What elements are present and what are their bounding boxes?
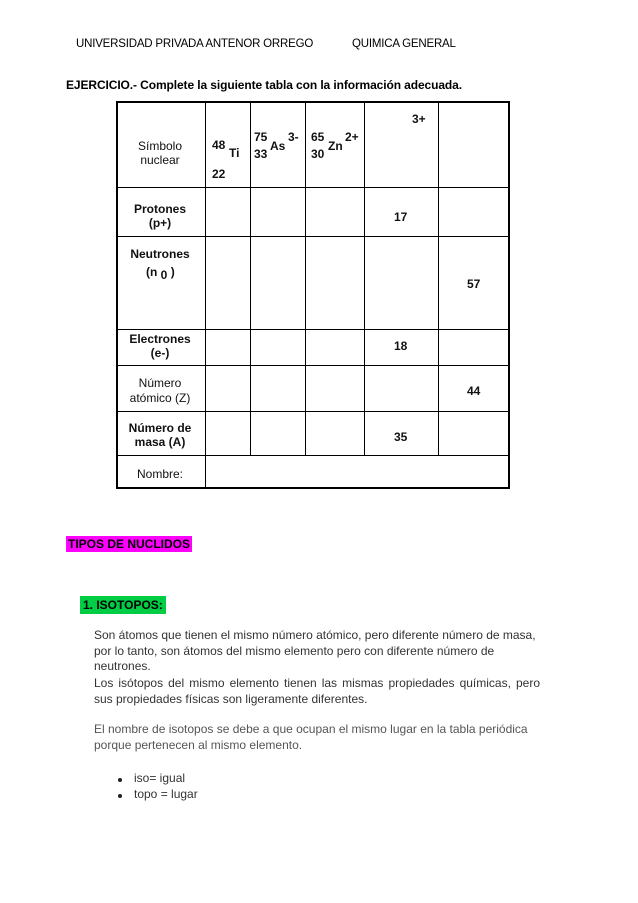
header-course: QUIMICA GENERAL (352, 38, 456, 50)
label-numero-masa-2: masa (A) (134, 435, 186, 449)
neutron-subscript: 0 (160, 268, 168, 282)
neutron-n: (n (146, 265, 158, 279)
col5-neutrones: 57 (467, 277, 481, 291)
row-divider (118, 329, 508, 330)
label-numero-atomico-2: atómico (Z) (129, 391, 191, 405)
section-tipos-nuclidos (66, 535, 192, 553)
isotopos-heading: 1. ISOTOPOS: (80, 596, 166, 614)
label-electrones: Electrones (129, 332, 191, 346)
col-divider (205, 103, 206, 487)
col5-numero-atomico: 44 (467, 384, 481, 398)
row-divider (118, 365, 508, 366)
zn-symbol: Zn (328, 139, 343, 153)
exercise-title: EJERCICIO.- Complete la siguiente tabla con la información adecuada. (66, 78, 462, 92)
ti-symbol: Ti (229, 146, 240, 160)
bullet-topo: topo = lugar (134, 787, 198, 801)
bullet-dot (118, 778, 122, 782)
header-university: UNIVERSIDAD PRIVADA ANTENOR ORREGO (76, 38, 314, 50)
col4-numero-masa: 35 (394, 430, 408, 444)
col-divider (305, 103, 306, 455)
section-isotopos (80, 596, 166, 614)
col-divider (438, 103, 439, 455)
zn-atomic-number: 30 (311, 147, 325, 161)
neutron-paren: ) (170, 265, 175, 279)
col-divider (250, 103, 251, 455)
ti-mass-number: 48 (212, 138, 226, 152)
label-protones: Protones (133, 202, 186, 216)
label-electrones-symbol: (e-) (150, 346, 170, 360)
col4-protones: 17 (394, 210, 408, 224)
label-neutrones-symbol (146, 265, 175, 282)
isotopos-definition: Son átomos que tienen el mismo número atómico, pero diferente número de masa, por lo tanto, son átomos del mismo elemento pero con diferente número de neutrones. (94, 628, 536, 673)
label-numero-atomico-1: Número (138, 376, 182, 390)
isotopos-properties: Los isótopos del mismo elemento tienen las mismas propiedades químicas, pero sus propiedades físicas son ligeramente diferentes. (94, 676, 540, 706)
bullet-dot (118, 794, 122, 798)
as-symbol: As (270, 139, 286, 153)
col-divider (364, 103, 365, 455)
col4-charge: 3+ (412, 112, 426, 126)
label-simbolo: Símbolo (137, 139, 183, 153)
row-divider (118, 236, 508, 237)
as-mass-number: 75 (254, 130, 268, 144)
row-divider (118, 455, 508, 456)
ti-atomic-number: 22 (212, 167, 226, 181)
isotopos-name-origin: El nombre de isotopos se debe a que ocupan el mismo lugar en la tabla periódica porque pertenecen al mismo elemento. (94, 722, 528, 752)
row-divider (118, 411, 508, 412)
label-numero-masa-1: Número de (128, 421, 192, 435)
col4-electrones: 18 (394, 339, 408, 353)
tipos-nuclidos-heading: TIPOS DE NUCLIDOS (68, 537, 191, 551)
label-neutrones: Neutrones (130, 247, 190, 261)
as-atomic-number: 33 (254, 147, 268, 161)
row-divider (118, 187, 508, 188)
label-protones-symbol: (p+) (148, 216, 172, 230)
as-charge: 3- (288, 130, 299, 144)
zn-mass-number: 65 (311, 130, 325, 144)
label-nuclear: nuclear (140, 153, 180, 167)
zn-charge: 2+ (345, 130, 359, 144)
bullet-iso: iso= igual (134, 771, 186, 785)
label-nombre: Nombre: (136, 467, 183, 481)
